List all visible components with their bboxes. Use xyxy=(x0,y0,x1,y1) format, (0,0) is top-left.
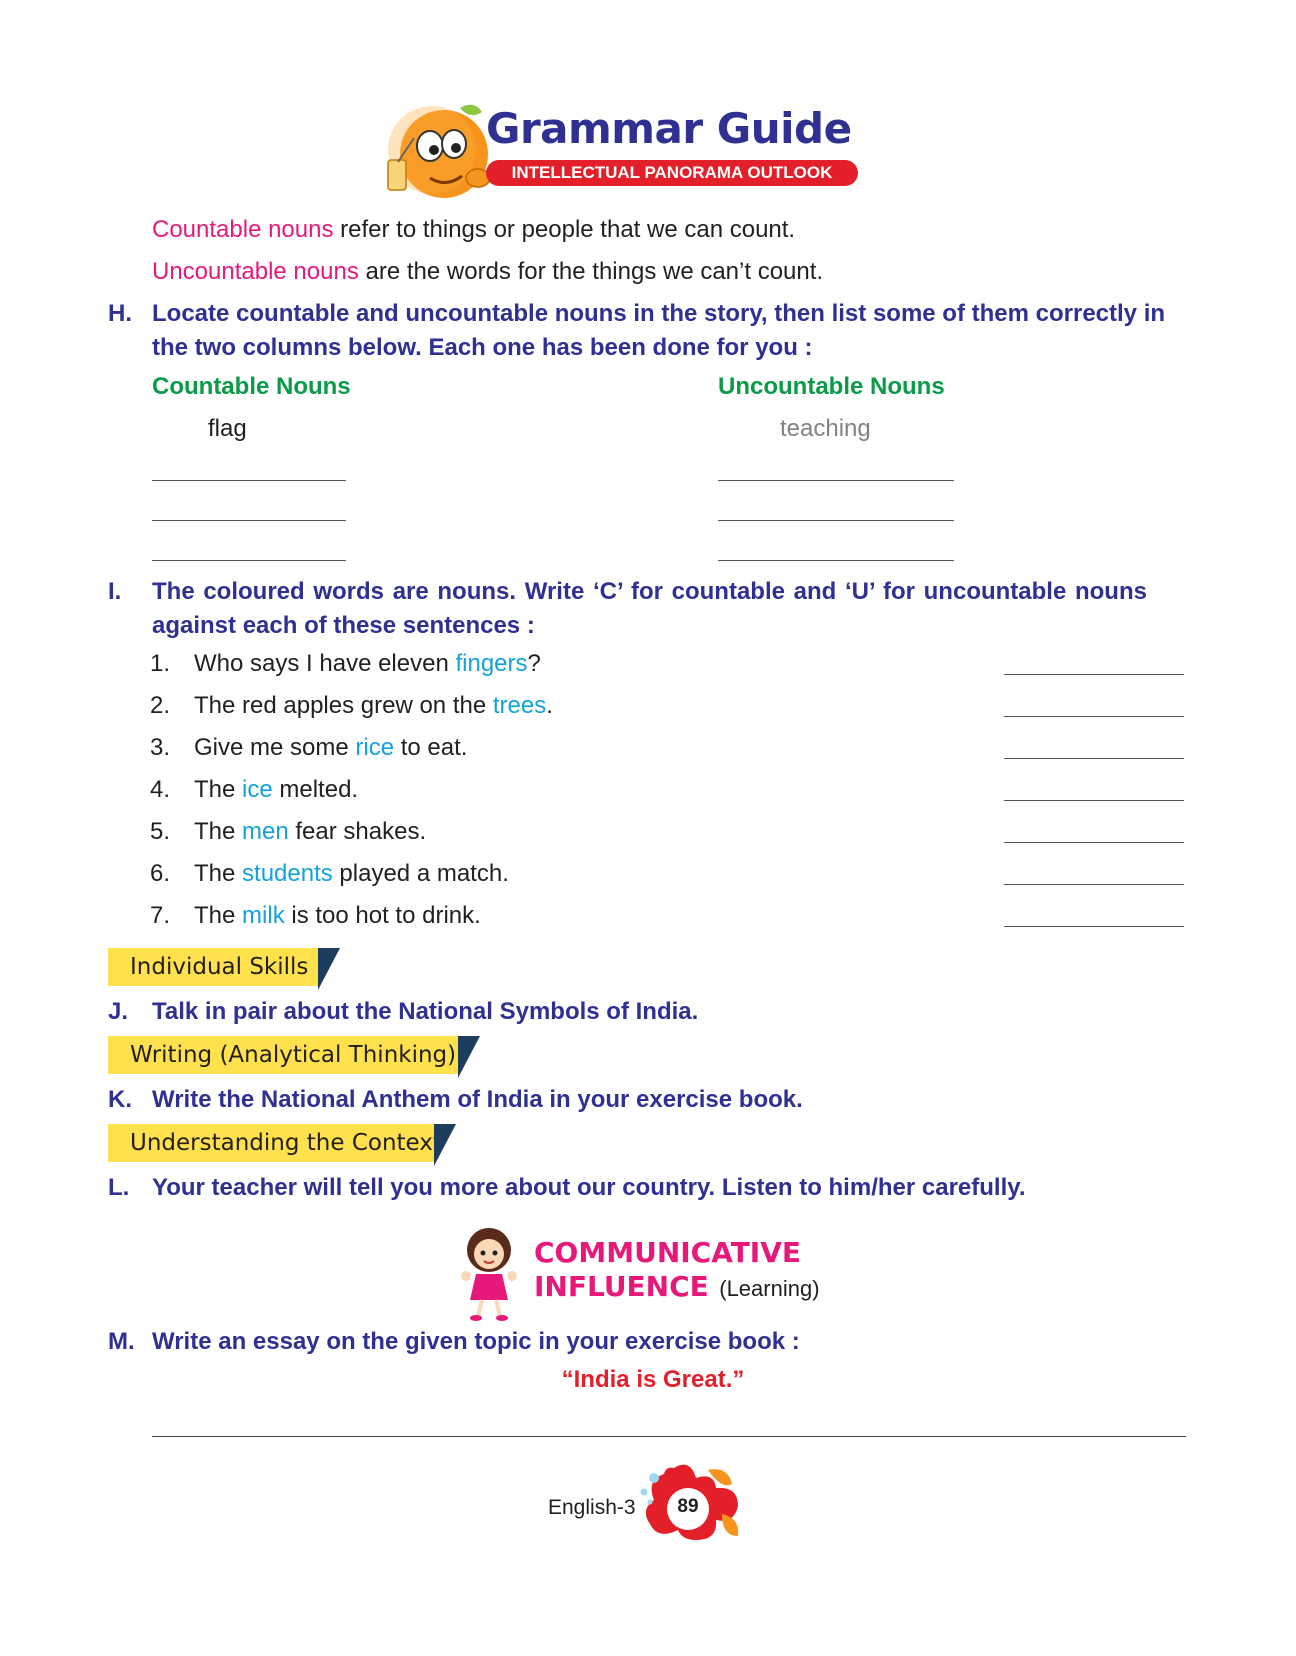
sentence-list xyxy=(0,650,1296,940)
answer-line[interactable] xyxy=(1004,716,1184,717)
list-item: 2. The red apples grew on the trees. xyxy=(0,692,1296,732)
banner-individual-skills: Individual Skills xyxy=(108,948,320,986)
essay-topic: “India is Great.” xyxy=(561,1366,745,1393)
section-i-instruction-line2: against each of these sentences : xyxy=(152,612,535,639)
section-i-letter: I. xyxy=(108,578,122,605)
list-item: 6. The students played a match. xyxy=(0,860,1296,900)
answer-line[interactable] xyxy=(1004,800,1184,801)
girl-mascot-icon xyxy=(456,1222,522,1322)
list-item: 5. The men fear shakes. xyxy=(0,818,1296,858)
answer-line[interactable] xyxy=(1004,842,1184,843)
section-m-letter: M. xyxy=(108,1328,135,1355)
header-title: Grammar Guide xyxy=(486,104,852,153)
noun-highlight: men xyxy=(242,818,289,845)
orange-mascot-icon xyxy=(382,98,500,208)
definition-countable: Countable nouns refer to things or people that we can count. xyxy=(152,216,796,243)
communicative-title-line1: COMMUNICATIVE xyxy=(534,1236,802,1269)
uncountable-example: teaching xyxy=(780,415,871,442)
uncountable-nouns-header: Uncountable Nouns xyxy=(718,373,945,400)
section-k-text: Write the National Anthem of India in your exercise book. xyxy=(152,1086,803,1113)
countable-answer-line[interactable] xyxy=(152,520,346,521)
answer-line[interactable] xyxy=(1004,674,1184,675)
list-item: 7. The milk is too hot to drink. xyxy=(0,902,1296,942)
section-k-letter: K. xyxy=(108,1086,132,1113)
section-m-text: Write an essay on the given topic in your exercise book : xyxy=(152,1328,800,1355)
section-h-letter: H. xyxy=(108,300,132,327)
definition-uncountable: Uncountable nouns are the words for the things we can’t count. xyxy=(152,258,824,285)
banner-corner-icon xyxy=(458,1036,480,1078)
section-l-letter: L. xyxy=(108,1174,130,1201)
noun-highlight: ice xyxy=(242,776,273,803)
countable-answer-line[interactable] xyxy=(152,480,346,481)
section-h-instruction-line2: the two columns below. Each one has been done for you : xyxy=(152,334,813,361)
countable-nouns-header: Countable Nouns xyxy=(152,373,351,400)
answer-line[interactable] xyxy=(1004,926,1184,927)
noun-highlight: students xyxy=(242,860,333,887)
communicative-title-line2: INFLUENCE (Learning) xyxy=(534,1270,820,1303)
footer-book-name: English-3 xyxy=(548,1496,636,1519)
header-subtitle: INTELLECTUAL PANORAMA OUTLOOK xyxy=(486,160,858,186)
noun-highlight: fingers xyxy=(455,650,528,677)
banner-understanding-context: Understanding the Context xyxy=(108,1124,436,1162)
term-uncountable: Uncountable nouns xyxy=(152,258,359,285)
banner-corner-icon xyxy=(434,1124,456,1166)
noun-highlight: trees xyxy=(492,692,547,719)
uncountable-answer-line[interactable] xyxy=(718,520,954,521)
section-j-letter: J. xyxy=(108,998,129,1025)
answer-line[interactable] xyxy=(1004,884,1184,885)
list-item: 1. Who says I have eleven fingers? xyxy=(0,650,1296,690)
banner-corner-icon xyxy=(318,948,340,990)
countable-example: flag xyxy=(208,415,247,442)
communicative-subtitle: (Learning) xyxy=(719,1276,820,1301)
banner-writing: Writing (Analytical Thinking) xyxy=(108,1036,460,1074)
noun-highlight: rice xyxy=(355,734,395,761)
list-item: 3. Give me some rice to eat. xyxy=(0,734,1296,774)
grammar-guide-logo xyxy=(382,98,902,208)
page-number: 89 xyxy=(677,1496,699,1517)
list-item: 4. The ice melted. xyxy=(0,776,1296,816)
answer-line[interactable] xyxy=(1004,758,1184,759)
uncountable-answer-line[interactable] xyxy=(718,560,954,561)
section-l-text: Your teacher will tell you more about our country. Listen to him/her carefully. xyxy=(152,1174,1026,1201)
section-i-instruction-line1: The coloured words are nouns. Write ‘C’ for countable and ‘U’ for uncountable nouns xyxy=(152,578,1147,605)
noun-highlight: milk xyxy=(242,902,285,929)
section-j-text: Talk in pair about the National Symbols of India. xyxy=(152,998,699,1025)
divider xyxy=(152,1436,1186,1437)
uncountable-answer-line[interactable] xyxy=(718,480,954,481)
section-h-instruction-line1: Locate countable and uncountable nouns in the story, then list some of them correctly in xyxy=(152,300,1166,327)
term-countable: Countable nouns xyxy=(152,216,334,243)
countable-answer-line[interactable] xyxy=(152,560,346,561)
